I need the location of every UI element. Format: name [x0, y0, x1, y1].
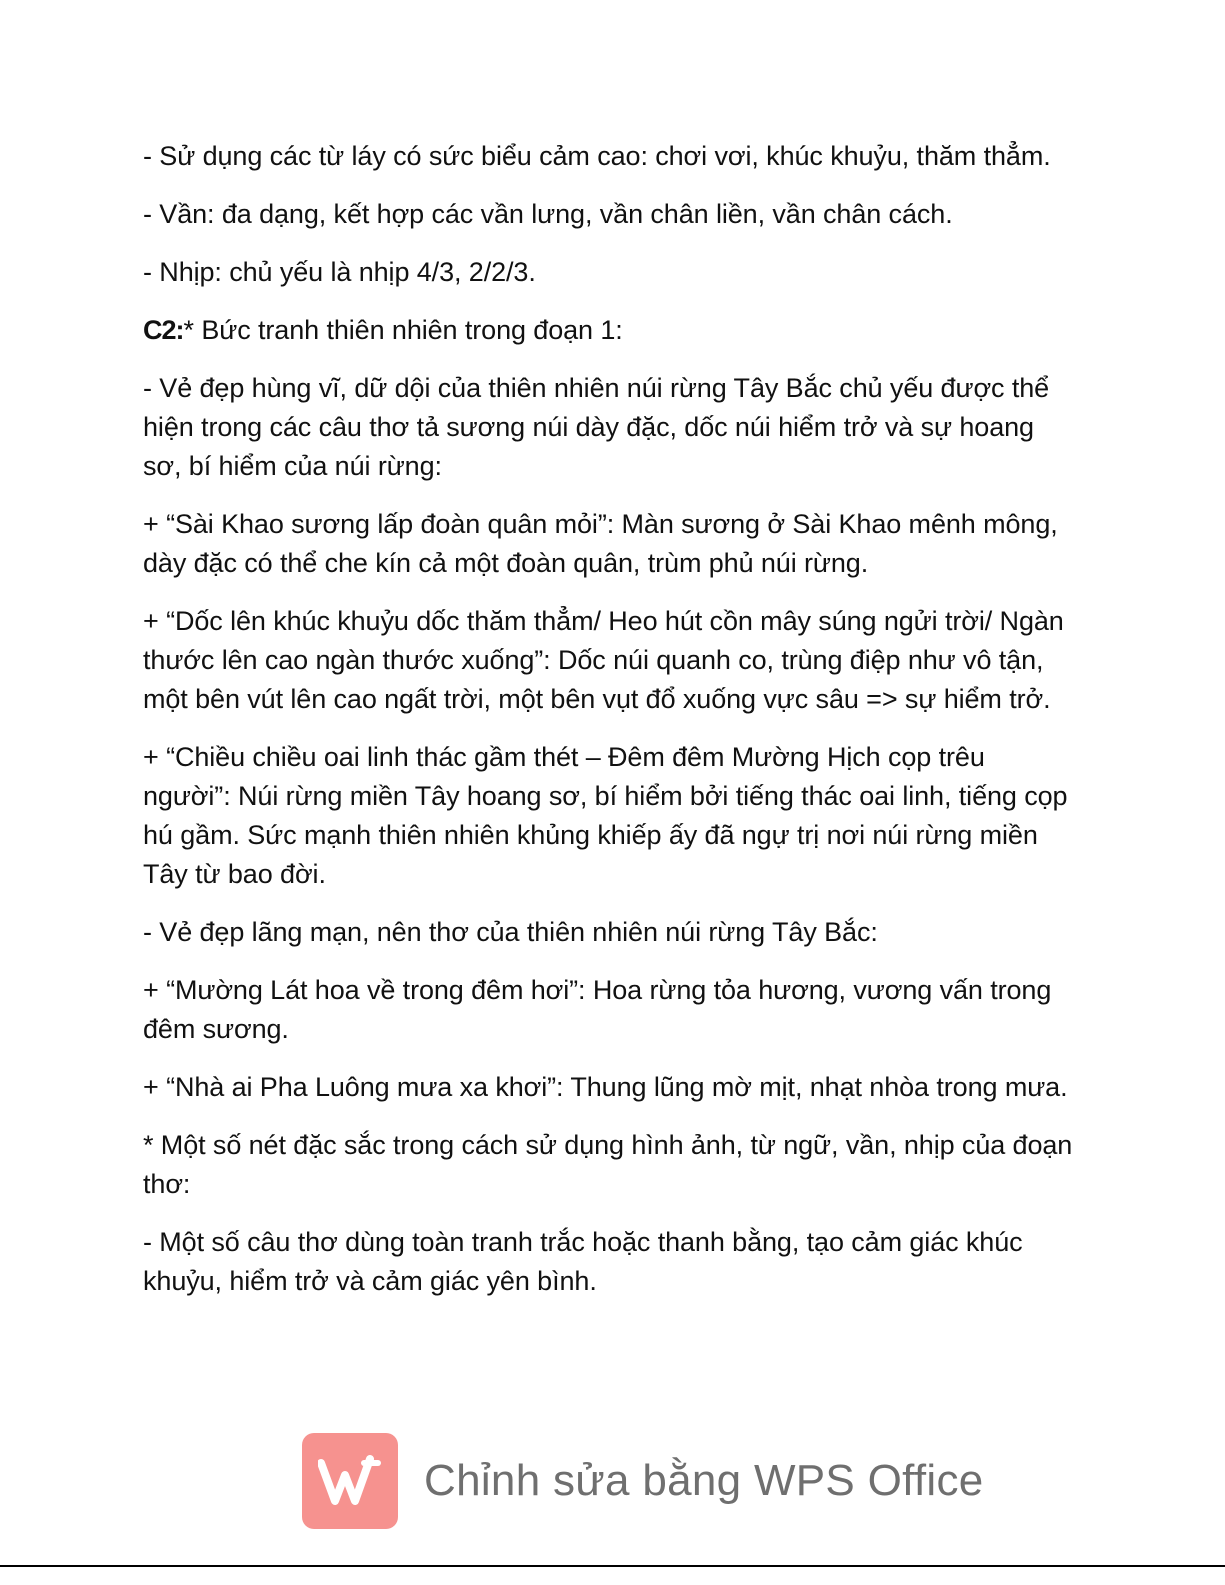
paragraph-text: + “Mường Lát hoa về trong đêm hơi”: Hoa rừng tỏa hương, vương vấn trong đêm sương.: [143, 975, 1052, 1044]
paragraph: [143, 253, 1078, 292]
paragraph: [143, 137, 1078, 176]
wps-watermark: [302, 1433, 984, 1529]
paragraph: [143, 311, 1078, 350]
document-body: [143, 137, 1078, 1320]
paragraph-text: - Vần: đa dạng, kết hợp các vần lưng, vần chân liền, vần chân cách.: [143, 199, 953, 229]
paragraph: [143, 602, 1078, 719]
paragraph-text: * Bức tranh thiên nhiên trong đoạn 1:: [183, 315, 623, 345]
paragraph-text: - Một số câu thơ dùng toàn tranh trắc hoặc thanh bằng, tạo cảm giác khúc khuỷu, hiểm trở và cảm giác yên bình.: [143, 1227, 1023, 1296]
watermark-text: Chỉnh sửa bằng WPS Office: [424, 1456, 984, 1505]
paragraph-text: * Một số nét đặc sắc trong cách sử dụng hình ảnh, từ ngữ, vần, nhịp của đoạn thơ:: [143, 1130, 1073, 1199]
paragraph-lead: C2:: [143, 315, 184, 345]
paragraph: [143, 1223, 1078, 1301]
paragraph-text: + “Dốc lên khúc khuỷu dốc thăm thẳm/ Heo hút cồn mây súng ngửi trời/ Ngàn thước lên cao ngàn thước xuống”: Dốc núi quanh co, trùng điệp như vô tận, một bên vút lên cao ngất trời, một bên vụt đổ xuống vực sâu => sự hiểm trở.: [143, 606, 1064, 714]
paragraph-text: - Vẻ đẹp lãng mạn, nên thơ của thiên nhiên núi rừng Tây Bắc:: [143, 917, 878, 947]
paragraph-text: - Nhịp: chủ yếu là nhịp 4/3, 2/2/3.: [143, 257, 536, 287]
paragraph: [143, 1068, 1078, 1107]
paragraph: [143, 195, 1078, 234]
paragraph: [143, 971, 1078, 1049]
paragraph-text: + “Sài Khao sương lấp đoàn quân mỏi”: Màn sương ở Sài Khao mênh mông, dày đặc có thể che kín cả một đoàn quân, trùm phủ núi rừng.: [143, 509, 1058, 578]
paragraph: [143, 913, 1078, 952]
paragraph: [143, 1126, 1078, 1204]
paragraph-text: + “Chiều chiều oai linh thác gầm thét – Đêm đêm Mường Hịch cọp trêu người”: Núi rừng miền Tây hoang sơ, bí hiểm bởi tiếng thác oai linh, tiếng cọp hú gầm. Sức mạnh thiên nhiên khủng khiếp ấy đã ngự trị nơi núi rừng miền Tây từ bao đời.: [143, 742, 1068, 889]
paragraph-text: + “Nhà ai Pha Luông mưa xa khơi”: Thung lũng mờ mịt, nhạt nhòa trong mưa.: [143, 1072, 1068, 1102]
paragraph: [143, 505, 1078, 583]
paragraph: [143, 738, 1078, 894]
wps-logo-icon: [302, 1433, 398, 1529]
paragraph-text: - Sử dụng các từ láy có sức biểu cảm cao: chơi vơi, khúc khuỷu, thăm thẳm.: [143, 141, 1051, 171]
page-bottom-edge: [0, 1565, 1225, 1585]
paragraph: [143, 369, 1078, 486]
paragraph-text: - Vẻ đẹp hùng vĩ, dữ dội của thiên nhiên núi rừng Tây Bắc chủ yếu được thể hiện trong các câu thơ tả sương núi dày đặc, dốc núi hiểm trở và sự hoang sơ, bí hiểm của núi rừng:: [143, 373, 1050, 481]
